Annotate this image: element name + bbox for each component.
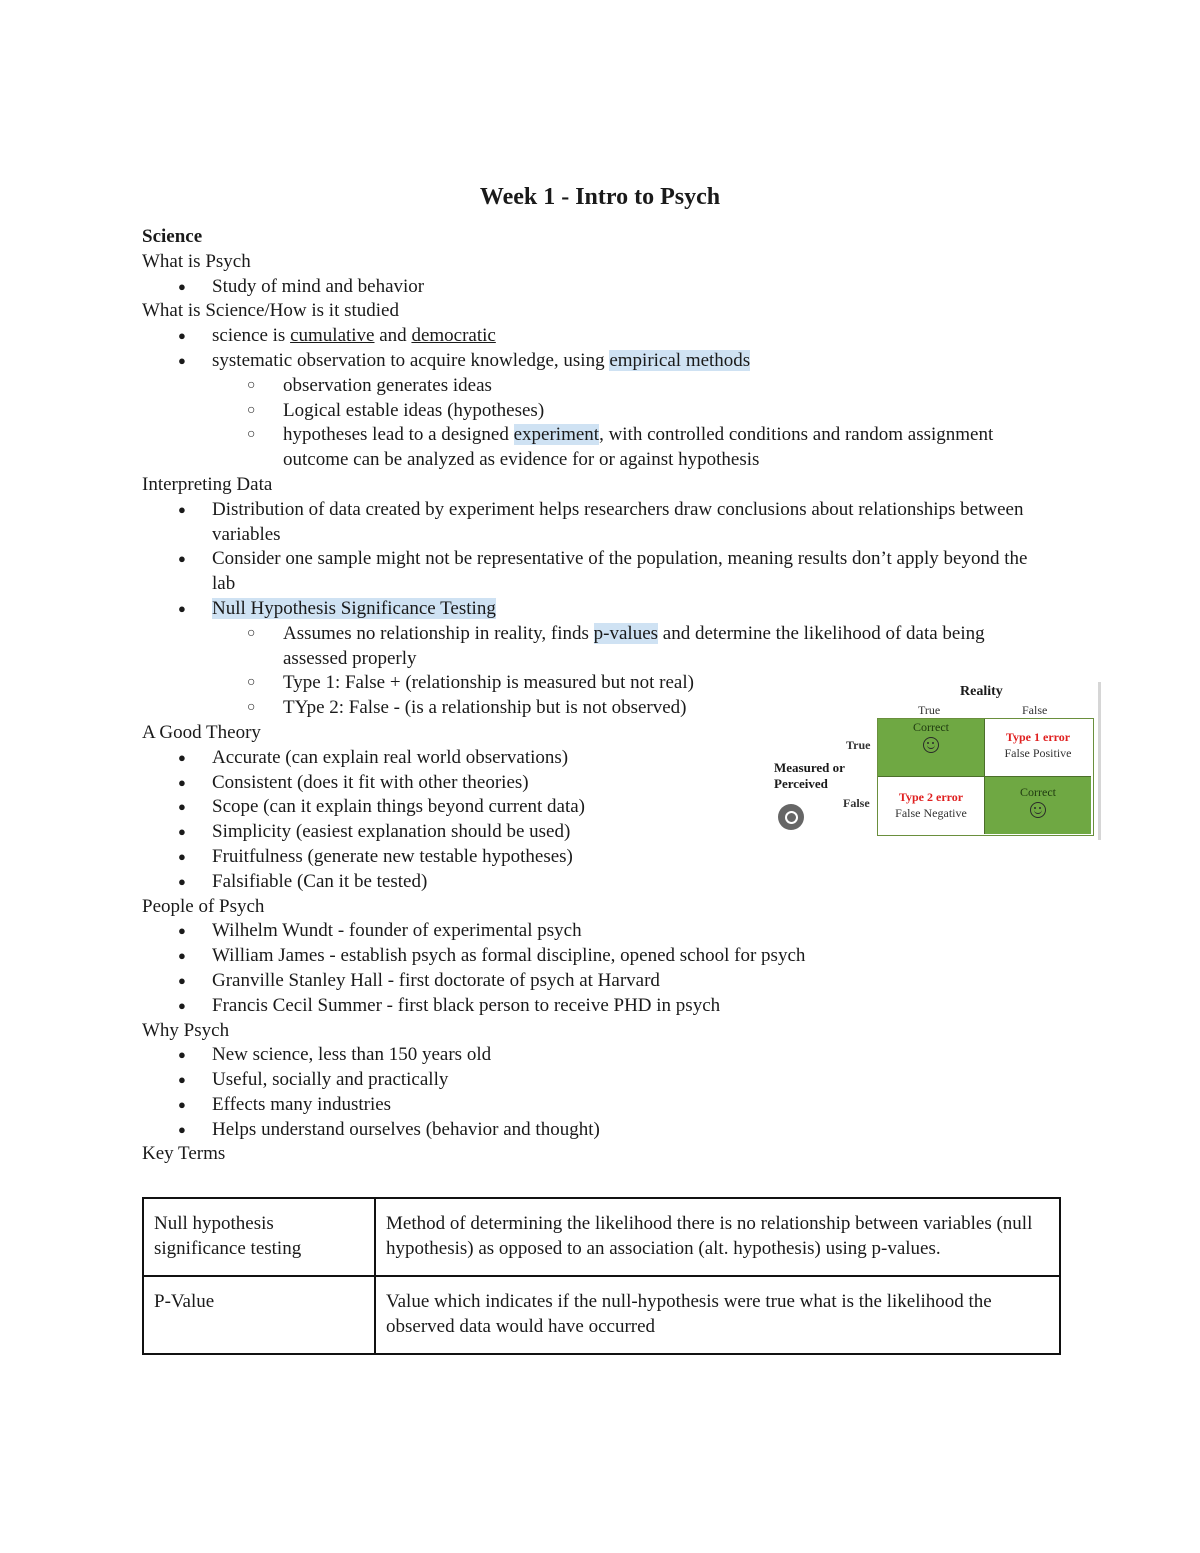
figure-col-false-label: False — [1022, 703, 1048, 717]
table-row — [143, 1198, 1060, 1276]
cell-error-label: Type 1 error — [1005, 730, 1071, 744]
bullet-item — [142, 324, 1102, 349]
sub-bullet-text: Type 1: False + (relationship is measured but not real) — [283, 672, 694, 694]
cell-sub-label: False Positive — [1004, 746, 1072, 760]
smiley-icon — [923, 737, 939, 753]
bullet-item — [142, 919, 1102, 944]
underlined-term-cumulative: cumulative — [290, 325, 375, 347]
cell-type-1-error — [985, 719, 1091, 777]
bullet-item — [142, 845, 1102, 870]
bullet-text: New science, less than 150 years old — [212, 1044, 492, 1066]
bullet-text: Fruitfulness (generate new testable hypotheses) — [212, 845, 573, 867]
bullet-text: William James - establish psych as formal discipline, opened school for psych — [212, 945, 806, 967]
highlighted-term-experiment: experiment — [513, 424, 600, 446]
sub-bullet-text: and determine the likelihood of data being assessed properly — [283, 622, 985, 669]
bullet-text: Distribution of data created by experiment helps researchers draw conclusions about relationships between variables — [212, 498, 1024, 545]
page-title: Week 1 - Intro to Psych — [479, 184, 721, 210]
sub-bullet-text: , with controlled conditions and random assignment outcome can be analyzed as evidence for or against hypothesis — [283, 424, 994, 471]
bullet-item — [142, 498, 1057, 548]
bullet-item — [142, 944, 1102, 969]
error-matrix-figure — [770, 680, 1102, 842]
bullet-item — [142, 547, 1047, 597]
bullet-text: Consider one sample might not be representative of the population, meaning results don’t apply beyond the lab — [212, 548, 1028, 595]
figure-axis-label: Measured or Perceived — [774, 760, 845, 791]
table-cell-term: P-Value — [143, 1276, 375, 1354]
subheading-key-terms: Key Terms — [142, 1143, 226, 1165]
bullet-item — [142, 349, 1102, 374]
cell-true-positive — [878, 719, 985, 777]
sub-bullet-text: observation generates ideas — [283, 374, 492, 396]
bullet-text: Scope (can it explain things beyond current data) — [212, 796, 586, 818]
key-terms-table — [142, 1197, 1061, 1355]
sub-bullet-text: Assumes no relationship in reality, finds — [283, 622, 594, 644]
subheading-why-psych: Why Psych — [142, 1019, 230, 1041]
subheading-good-theory: A Good Theory — [142, 721, 261, 743]
cell-label: Correct — [1020, 785, 1056, 799]
bullet-item — [142, 1093, 1102, 1118]
bullet-item — [142, 870, 1102, 895]
bullet-item — [142, 1043, 1102, 1068]
smiley-icon — [1030, 802, 1046, 818]
table-cell-term: Null hypothesis significance testing — [143, 1198, 375, 1276]
table-cell-definition: Value which indicates if the null-hypothesis were true what is the likelihood the observed data would have occurred — [375, 1276, 1060, 1354]
figure-grid — [877, 718, 1094, 836]
bullet-item — [142, 597, 1102, 622]
sub-bullet-item — [142, 399, 1102, 424]
subheading-interpreting-data: Interpreting Data — [142, 473, 273, 495]
bullet-text: Helps understand ourselves (behavior and thought) — [212, 1118, 600, 1140]
section-heading-science: Science — [142, 226, 203, 247]
bullet-text: Francis Cecil Summer - first black person to receive PHD in psych — [212, 994, 721, 1016]
cell-type-2-error — [878, 777, 985, 834]
sub-bullet-item — [142, 423, 1033, 473]
cell-sub-label: False Negative — [895, 806, 967, 820]
bullet-item — [142, 969, 1102, 994]
sub-bullet-item — [142, 622, 1033, 672]
bullet-text: Study of mind and behavior — [212, 275, 425, 297]
bullet-item — [142, 994, 1102, 1019]
figure-row-false-label: False — [843, 796, 870, 810]
bullet-text: Falsifiable (Can it be tested) — [212, 870, 428, 892]
cell-label: Correct — [913, 720, 949, 734]
sub-bullet-item — [142, 374, 1102, 399]
lens-icon[interactable] — [778, 804, 804, 830]
bullet-text: Wilhelm Wundt - founder of experimental psych — [212, 920, 582, 942]
subheading-what-is-psych: What is Psych — [142, 250, 251, 272]
bullet-text: Simplicity (easiest explanation should be used) — [212, 821, 571, 843]
figure-edge — [1098, 682, 1101, 840]
cell-true-negative — [985, 777, 1091, 834]
bullet-item — [142, 1068, 1102, 1093]
figure-col-true-label: True — [918, 703, 941, 717]
sub-bullet-text: TYpe 2: False - (is a relationship but is not observed) — [283, 697, 687, 719]
figure-row-true-label: True — [846, 738, 871, 752]
bullet-text: Accurate (can explain real world observations) — [212, 746, 569, 768]
sub-bullet-text: hypotheses lead to a designed — [283, 424, 514, 446]
bullet-text: Effects many industries — [212, 1093, 392, 1115]
underlined-term-democratic: democratic — [411, 325, 496, 347]
highlighted-term-nhst: Null Hypothesis Significance Testing — [212, 597, 496, 619]
bullet-text: Granville Stanley Hall - first doctorate of psych at Harvard — [212, 969, 660, 991]
bullet-text: Consistent (does it fit with other theories) — [212, 771, 529, 793]
sub-bullet-text: Logical estable ideas (hypotheses) — [283, 399, 545, 421]
bullet-text: science is — [212, 325, 291, 347]
bullet-item — [142, 275, 1102, 300]
highlighted-term-p-values: p-values — [593, 622, 659, 644]
table-row — [143, 1276, 1060, 1354]
bullet-text: systematic observation to acquire knowledge, using — [212, 349, 610, 371]
subheading-what-is-science: What is Science/How is it studied — [142, 300, 399, 322]
bullet-text: and — [374, 325, 412, 347]
figure-reality-label: Reality — [960, 684, 1003, 699]
bullet-text: Useful, socially and practically — [212, 1069, 449, 1091]
cell-error-label: Type 2 error — [898, 790, 964, 804]
bullet-item — [142, 1118, 1102, 1143]
subheading-people-of-psych: People of Psych — [142, 895, 265, 917]
highlighted-term-empirical-methods: empirical methods — [609, 349, 751, 371]
table-cell-definition: Method of determining the likelihood there is no relationship between variables (null hypothesis) as opposed to an association (alt. hypothesis) using p-values. — [375, 1198, 1060, 1276]
